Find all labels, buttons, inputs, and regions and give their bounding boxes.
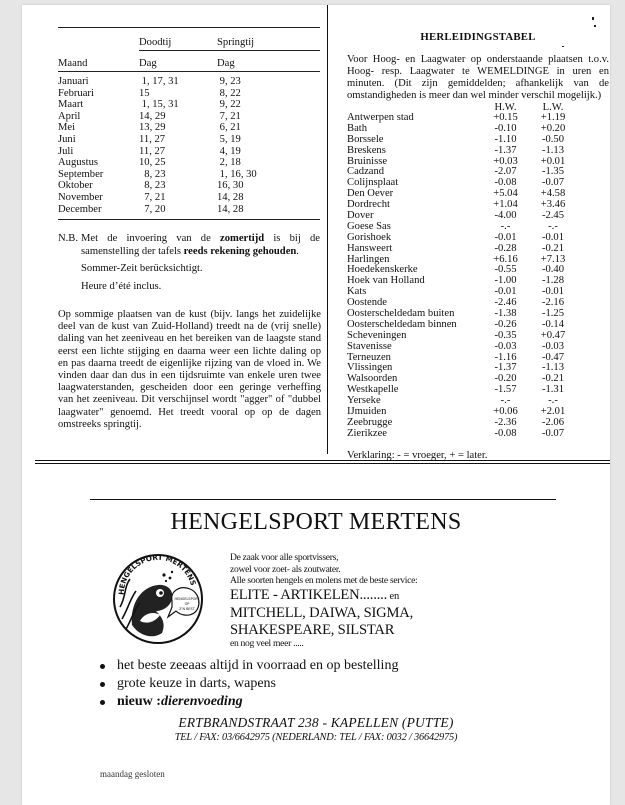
note-bold: reeds rekening gehouden xyxy=(183,245,297,257)
cell-lw: -1.35 xyxy=(541,166,565,178)
note-german: Sommer-Zeit berücksichtigt. xyxy=(81,263,203,275)
cell-lw: -0.01 xyxy=(541,286,565,298)
section-divider xyxy=(35,460,610,461)
cell-springtij: 7, 21 xyxy=(217,110,241,122)
column-divider xyxy=(327,5,328,454)
fish-logo-icon xyxy=(110,547,206,647)
cell-lw: -.- xyxy=(548,220,558,232)
header-hw: H.W. xyxy=(494,102,517,113)
cell-springtij: 6, 21 xyxy=(217,122,241,134)
herleidingstabel xyxy=(347,25,609,461)
cell-lw: -0.14 xyxy=(541,318,565,330)
advert-brand-line: SHAKESPEARE, SILSTAR xyxy=(230,621,395,638)
header-maand: Maand xyxy=(58,58,88,69)
advert-brand-line: MITCHELL, DAIWA, SIGMA, xyxy=(230,605,414,621)
note-text: Met de invoering van de xyxy=(81,233,220,244)
table-row xyxy=(347,342,609,353)
cell-month: Februari xyxy=(58,87,94,99)
advert-address: ERTBRANDSTRAAT 238 - KAPELLEN (PUTTE) xyxy=(178,715,454,730)
hengelsport-logo xyxy=(110,547,206,647)
cell-place: Harlingen xyxy=(347,253,390,265)
cell-doodtij: 14, 29 xyxy=(139,110,166,122)
cell-springtij: 14, 28 xyxy=(217,203,244,215)
bullet-item xyxy=(98,675,518,693)
herleiding-intro: Voor Hoog- en Laagwater op onderstaande plaatsen t.o.v. Hoog- resp. Laagwater te WEMELDINGE in uren en minuten. (Dit zijn gemiddelden; afhankelijk van de omstandigheden is meer dan wel minder verschil mogelijk.) xyxy=(347,54,609,101)
table-row xyxy=(58,111,320,123)
note-text: . xyxy=(296,245,299,257)
spring-neap-tide-table xyxy=(58,27,320,220)
scanned-page xyxy=(22,5,610,805)
cell-month: Januari xyxy=(58,76,89,87)
table-row xyxy=(58,146,320,158)
cell-hw: +0.15 xyxy=(493,112,518,123)
bullet-item xyxy=(98,693,518,711)
table-row xyxy=(347,113,609,124)
cell-place: Cadzand xyxy=(347,166,385,178)
cell-place: Scheveningen xyxy=(347,329,407,341)
cell-doodtij: 15 xyxy=(139,87,150,99)
cell-month: December xyxy=(58,203,102,215)
cell-hw: -0.01 xyxy=(494,231,517,243)
cell-springtij: 8, 22 xyxy=(217,87,241,99)
cell-springtij: 14, 28 xyxy=(217,191,244,203)
herleiding-title: HERLEIDINGSTABEL xyxy=(420,31,536,43)
svg-text:OP: OP xyxy=(184,602,190,606)
cell-place: Oosterscheldedam buiten xyxy=(347,308,455,320)
cell-place: IJmuiden xyxy=(347,406,387,418)
cell-place: Bath xyxy=(347,122,368,134)
cell-hw: +6.16 xyxy=(493,253,518,265)
cell-month: September xyxy=(58,168,104,180)
cell-lw: -0.40 xyxy=(541,264,565,276)
cell-doodtij: 10, 25 xyxy=(139,157,166,169)
cell-lw: -.- xyxy=(548,395,558,407)
svg-text:HENGELSPORT: HENGELSPORT xyxy=(174,597,200,601)
cell-place: Walsoorden xyxy=(347,373,398,385)
table-header-row-2 xyxy=(58,51,320,71)
cell-doodtij: 8, 23 xyxy=(139,168,166,180)
brand-suffix: en xyxy=(387,590,399,602)
advert-bullets xyxy=(98,657,518,711)
cell-month: Oktober xyxy=(58,180,93,192)
cell-place: Zeebrugge xyxy=(347,416,393,428)
table-row xyxy=(58,88,320,100)
note-text: is bij de samenstelling der tafels xyxy=(81,233,320,257)
cell-lw: -0.07 xyxy=(541,177,565,189)
cell-lw: -1.13 xyxy=(541,362,565,374)
table-bottom-rule xyxy=(58,219,320,220)
cell-place: Yerseke xyxy=(347,395,381,407)
cell-hw: -1.37 xyxy=(494,144,517,156)
table-row xyxy=(58,192,320,204)
header-dag: Dag xyxy=(139,58,157,69)
table-row xyxy=(347,146,609,157)
cell-place: Borssele xyxy=(347,133,384,145)
cell-month: Mei xyxy=(58,122,76,134)
cell-hw: -0.35 xyxy=(494,329,517,341)
cell-lw: -0.03 xyxy=(541,340,565,352)
cell-month: April xyxy=(58,110,81,122)
cell-hw: -2.07 xyxy=(494,166,517,178)
cell-doodtij: 11, 27 xyxy=(139,145,166,157)
header-dag: Dag xyxy=(217,58,235,69)
advert-top-rule xyxy=(90,499,556,500)
cutoff-text: maandag gesloten xyxy=(100,769,165,779)
cell-place: Colijnsplaat xyxy=(347,177,399,189)
cell-place: Hoek van Holland xyxy=(347,275,425,287)
cell-month: November xyxy=(58,191,103,203)
cell-springtij: 9, 23 xyxy=(217,76,241,87)
cell-hw: -2.46 xyxy=(494,297,517,309)
cell-springtij: 16, 30 xyxy=(217,180,244,192)
cell-doodtij: 8, 23 xyxy=(139,180,166,192)
bullet-item xyxy=(98,657,518,675)
table-row xyxy=(347,276,609,287)
advert-line: zowel voor zoet- als zoutwater. xyxy=(230,563,341,575)
cell-doodtij: 13, 29 xyxy=(139,122,166,134)
table-body xyxy=(58,72,320,219)
svg-text:HENGELSPORT MERTENS: HENGELSPORT MERTENS xyxy=(116,552,198,596)
table-row xyxy=(58,169,320,181)
note-bold: zomertijd xyxy=(220,233,265,244)
bullet-icon xyxy=(100,682,105,687)
cell-hw: -1.38 xyxy=(494,308,517,320)
table-row xyxy=(58,122,320,134)
cell-month: Juni xyxy=(58,133,76,145)
cell-month: Juli xyxy=(58,145,74,157)
table-row xyxy=(347,244,609,255)
cell-place: Zierikzee xyxy=(347,427,387,439)
cell-lw: -1.25 xyxy=(541,308,565,320)
cell-hw: +1.04 xyxy=(493,199,518,211)
header-lw: L.W. xyxy=(542,102,564,113)
table-row xyxy=(58,76,320,88)
cell-place: Kats xyxy=(347,286,367,298)
cell-hw: -4.00 xyxy=(494,210,517,222)
cell-lw: +0.47 xyxy=(540,329,566,341)
herleiding-rows xyxy=(347,113,609,440)
cell-springtij: 4, 19 xyxy=(217,145,241,157)
scan-speck xyxy=(594,25,596,27)
table-row xyxy=(58,134,320,146)
cell-springtij: 5, 19 xyxy=(217,133,241,145)
cell-hw: +0.06 xyxy=(493,406,518,418)
svg-text:Z'N BEST: Z'N BEST xyxy=(179,607,195,611)
cell-hw: -1.00 xyxy=(494,275,517,287)
cell-hw: -2.36 xyxy=(494,416,517,428)
table-row xyxy=(58,204,320,216)
header-springtij: Springtij xyxy=(217,37,255,48)
cell-place: Dordrecht xyxy=(347,199,390,211)
cell-lw: -0.07 xyxy=(541,427,565,439)
table-row xyxy=(58,157,320,169)
cell-doodtij: 1, 17, 31 xyxy=(139,76,179,87)
table-row xyxy=(347,200,609,211)
bullet-bold: nieuw : xyxy=(117,694,161,709)
advert-text xyxy=(230,552,530,650)
cell-place: Stavenisse xyxy=(347,340,392,352)
bullet-text: grote keuze in darts, wapens xyxy=(117,676,276,691)
table-row xyxy=(347,429,609,440)
cell-hw: -0.10 xyxy=(494,122,517,134)
cell-lw: -0.50 xyxy=(541,133,565,145)
cell-place: Gorishoek xyxy=(347,231,392,243)
advert-line: en nog veel meer ..... xyxy=(230,638,304,649)
cell-place: Goese Sas xyxy=(347,220,391,232)
cell-lw: +7.13 xyxy=(540,253,566,265)
cell-place: Bruinisse xyxy=(347,155,388,167)
cell-place: Oostende xyxy=(347,297,388,309)
cell-doodtij: 11, 27 xyxy=(139,133,166,145)
advert-brand-line xyxy=(230,587,530,606)
note-body xyxy=(81,233,320,258)
bullet-text: het beste zeeaas altijd in voorraad en op bestelling xyxy=(117,658,399,673)
section-divider xyxy=(35,463,610,464)
cell-hw: +0.03 xyxy=(493,155,518,167)
cell-lw: -2.06 xyxy=(541,416,565,428)
cell-lw: +1.19 xyxy=(540,112,566,123)
cell-lw: -2.16 xyxy=(541,297,565,309)
cell-place: Antwerpen stad xyxy=(347,112,414,123)
bullet-icon xyxy=(100,700,105,705)
advert-title: HENGELSPORT MERTENS xyxy=(170,509,462,535)
cell-springtij: 2, 18 xyxy=(217,157,241,169)
scan-speck xyxy=(592,17,594,20)
cell-place: Vlissingen xyxy=(347,362,393,374)
cell-hw: -0.20 xyxy=(494,373,517,385)
table-row xyxy=(58,180,320,192)
cell-place: Hoedekenskerke xyxy=(347,264,418,276)
bullet-bold-italic: dierenvoeding xyxy=(160,694,243,709)
cell-lw: -1.31 xyxy=(541,384,565,396)
cell-hw: -.- xyxy=(500,220,511,232)
cell-lw: -1.13 xyxy=(541,144,565,156)
cell-place: Hansweert xyxy=(347,242,393,254)
cell-place: Oosterscheldedam binnen xyxy=(347,318,457,330)
cell-lw: +0.20 xyxy=(540,122,566,134)
cell-hw: -0.08 xyxy=(494,427,517,439)
cell-lw: -0.21 xyxy=(541,373,565,385)
cell-doodtij: 7, 21 xyxy=(139,191,166,203)
cell-lw: +4.58 xyxy=(540,188,566,200)
advert-line: De zaak voor alle sportvissers, xyxy=(230,552,339,563)
table-header-row-1 xyxy=(58,28,320,50)
cell-hw: -0.08 xyxy=(494,177,517,189)
cell-doodtij: 1, 15, 31 xyxy=(139,99,179,111)
cell-lw: -0.21 xyxy=(541,242,565,254)
cell-place: Terneuzen xyxy=(347,351,391,363)
header-doodtij: Doodtij xyxy=(139,37,172,48)
cell-hw: -1.57 xyxy=(494,384,517,396)
table-row xyxy=(347,135,609,146)
cell-lw: -1.28 xyxy=(541,275,565,287)
advert-line: Alle soorten hengels en molens met de beste service: xyxy=(230,575,418,586)
cell-month: Maart xyxy=(58,99,84,111)
table-row xyxy=(58,99,320,111)
summer-time-note xyxy=(58,233,320,293)
cell-lw: -0.47 xyxy=(541,351,565,363)
cell-place: Westkapelle xyxy=(347,384,399,396)
cell-lw: +0.01 xyxy=(540,155,566,167)
cell-springtij: 1, 16, 30 xyxy=(217,168,257,180)
advert-telephone: TEL / FAX: 03/6642975 (NEDERLAND: TEL / FAX: 0032 / 36642975) xyxy=(174,732,458,743)
bullet-icon xyxy=(100,664,105,669)
cell-lw: +3.46 xyxy=(540,199,566,211)
cell-springtij: 9, 22 xyxy=(217,99,241,111)
table-row xyxy=(347,385,609,396)
cell-hw: +5.04 xyxy=(493,188,518,200)
cell-place: Dover xyxy=(347,210,374,222)
table-row xyxy=(347,396,609,407)
note-label: N.B. xyxy=(58,233,79,244)
cell-hw: -.- xyxy=(500,395,511,407)
cell-hw: -0.28 xyxy=(494,242,517,254)
cell-place: Breskens xyxy=(347,144,386,156)
cell-hw: -0.03 xyxy=(494,340,517,352)
cell-hw: -0.26 xyxy=(494,318,517,330)
cell-place: Den Oever xyxy=(347,188,394,200)
cell-month: Augustus xyxy=(58,157,99,169)
cell-hw: -1.16 xyxy=(494,351,517,363)
cell-hw: -0.55 xyxy=(494,264,517,276)
table-row xyxy=(347,157,609,168)
cell-lw: +2.01 xyxy=(540,406,566,418)
cell-hw: -1.10 xyxy=(494,133,517,145)
cell-lw: -2.45 xyxy=(541,210,565,222)
herleiding-legend: Verklaring: - = vroeger, + = later. xyxy=(347,449,488,461)
note-french: Heure d’été inclus. xyxy=(81,280,162,292)
scan-speck xyxy=(562,46,564,47)
brand-text: ELITE - ARTIKELEN........ xyxy=(230,586,388,603)
cell-lw: -0.01 xyxy=(541,231,565,243)
agger-paragraph: Op sommige plaatsen van de kust (bijv. langs het zuidelijke deel van de kust van Zuid-Holland) treedt na de (vrij snelle) daling van het zeeniveau en het bereiken van de laagste stand eerst een lichte stijging en daarna weer een lichte daling op en pas daarna treedt de eigenlijke rijzing van de vloed in. We vinden daar dan dus in een tijdsruimte van enkele uren twee laagwaterstanden, gescheiden door een geringe verheffing van het zeeniveau. Dit verschijnsel wordt "agger" of "dubbel laagwater" genoemd. Het treedt vooral op op de dagen omstreeks springtij. xyxy=(58,309,321,430)
cell-doodtij: 7, 20 xyxy=(139,203,166,215)
cell-hw: -1.37 xyxy=(494,362,517,374)
cell-hw: -0.01 xyxy=(494,286,517,298)
table-row xyxy=(347,124,609,135)
